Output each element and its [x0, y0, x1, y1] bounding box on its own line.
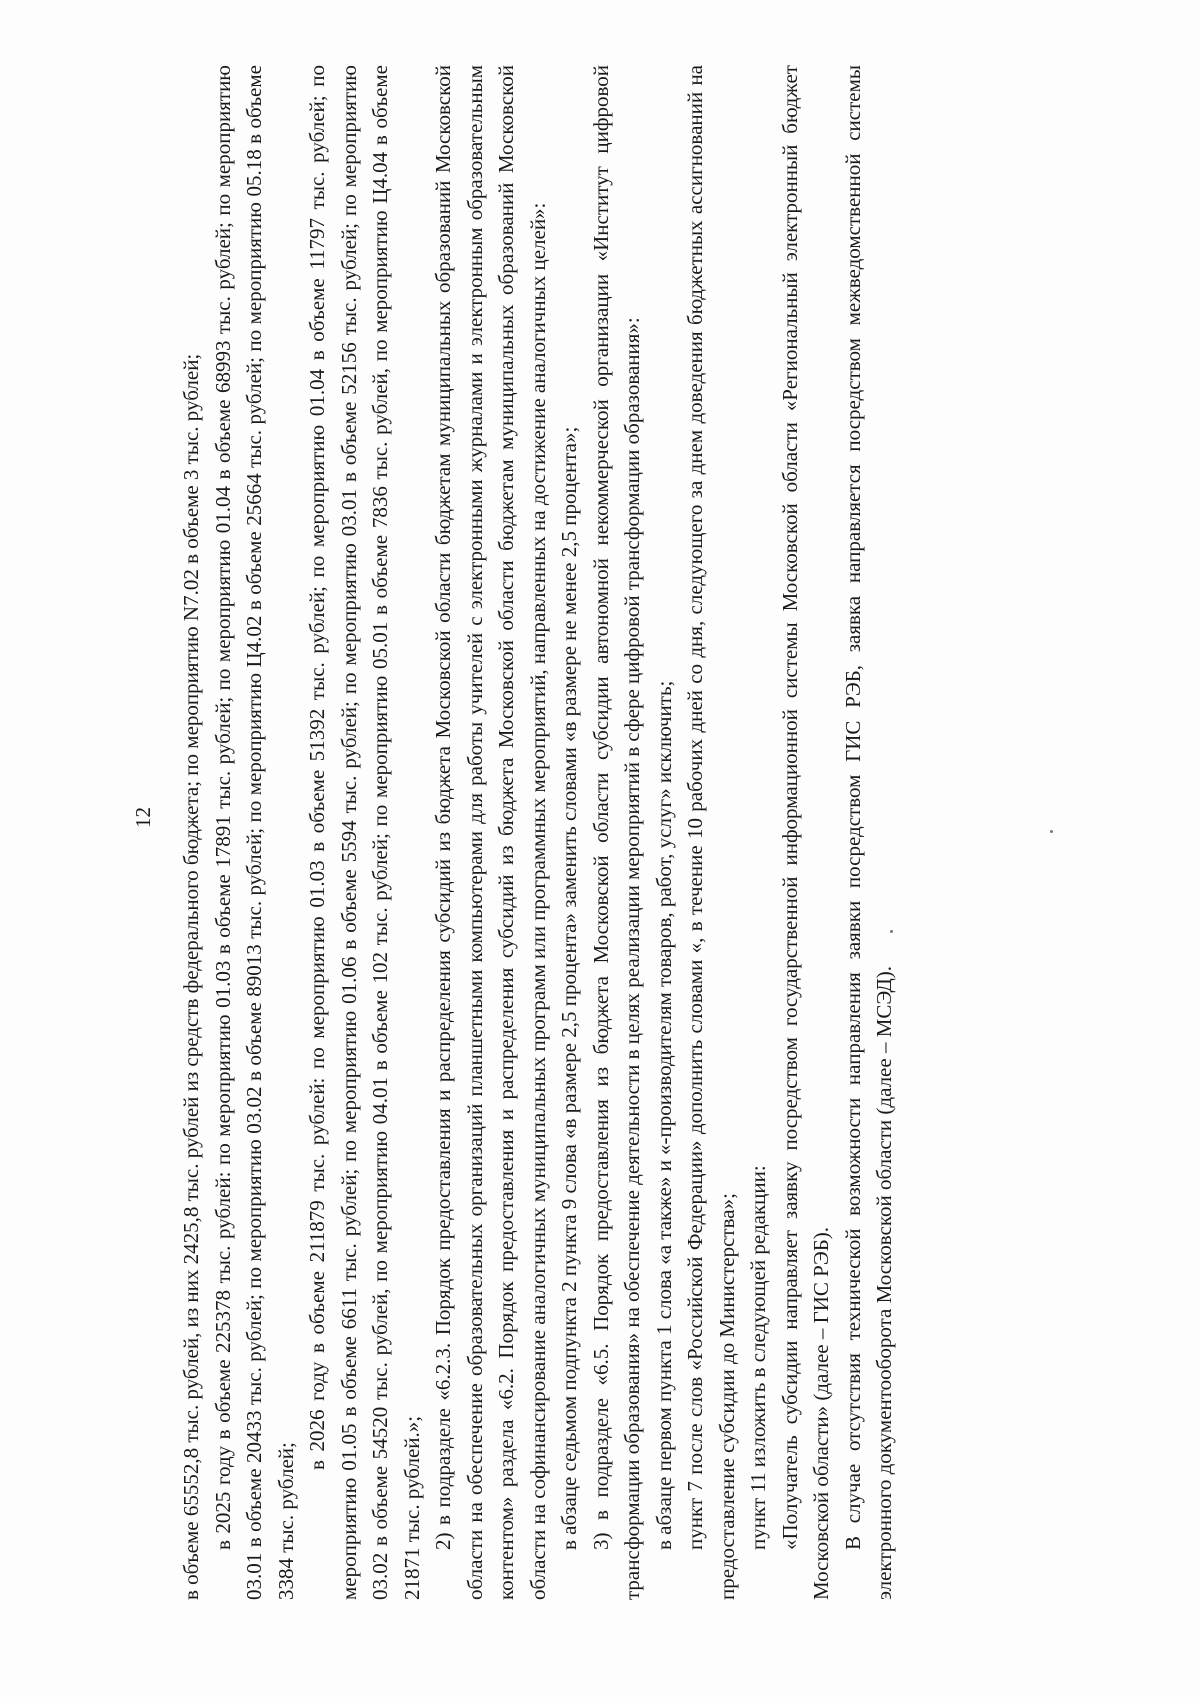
paragraph-1: в объеме 65552,8 тыс. рублей, из них 2425,8 тыс. рублей из средств федерального бюджета; по мероприятию N7.02 в объеме 3 тыс. рублей; [179, 353, 203, 1600]
paragraph-9: пункт 11 изложить в следующей редакции: [746, 1165, 770, 1550]
paragraph-11: В случае отсутствия технической возможности направления заявки посредством ГИС РЭБ, заявка направляется посредством межведомственной системы электронного документооборота Московской области (далее – МСЭД). [840, 65, 896, 1600]
paragraph-8: пункт 7 после слов «Российской Федерации» дополнить словами «, в течение 10 рабочих дней со дня, следующего за днем доведения бюджетных ассигнований на предоставление субсидии до Министерства»; [683, 65, 739, 1600]
paragraph-7: в абзаце первом пункта 1 слова «а также» и «-производителям товаров, работ, услуг» исключить; [651, 680, 676, 1550]
scan-speck [1050, 830, 1053, 833]
paragraph-2: в 2025 году в объеме 225378 тыс. рублей: по мероприятию 01.03 в объеме 17891 тыс. рублей; по мероприятию 01.04 в объеме 68993 тыс. рублей; по мероприятию 03.01 в объеме 20433 тыс. рублей; по мероприятию 03.02 в объеме 89013 тыс. рублей; по мероприятию Ц4.02 в объеме 25664 тыс. рублей; по мероприятию 05.18 в объеме 3384 тыс. рублей; [210, 65, 298, 1600]
rotated-document-body [128, 65, 1068, 1600]
paragraph-10: «Получатель субсидии направляет заявку посредством государственной информационной системы Московской области «Региональный электронный бюджет Московской области» (далее – ГИС РЭБ). [777, 65, 833, 1600]
scan-speck [890, 930, 893, 933]
paragraph-6: 3) в подразделе «6.5. Порядок предоставления из бюджета Московской области субсидии автономной некоммерческой организации «Институт цифровой трансформации образования» на обеспечение деятельности в целях реализации мероприятий в сфере цифровой трансформации образования»: [588, 65, 644, 1600]
paragraph-3: в 2026 году в объеме 211879 тыс. рублей: по мероприятию 01.03 в объеме 51392 тыс. рублей; по мероприятию 01.04 в объеме 11797 тыс. рублей; по мероприятию 01.05 в объеме 6611 тыс. рублей; по мероприятию 01.06 в объеме 5594 тыс. рублей; по мероприятию 03.01 в объеме 52156 тыс. рублей; по мероприятию 03.02 в объеме 54520 тыс. рублей, по мероприятию 04.01 в объеме 102 тыс. рублей; по мероприятию 05.01 в объеме 7836 тыс. рублей, по мероприятию Ц4.04 в объеме 21871 тыс. рублей.»; [305, 65, 424, 1600]
page-number: 12 [131, 807, 155, 828]
paragraph-5: в абзаце седьмом подпункта 2 пункта 9 слова «в размере 2,5 процента» заменить словами «в размере не менее 2,5 процента»; [557, 426, 581, 1550]
paragraph-4: 2) в подразделе «6.2.3. Порядок предоставления и распределения субсидий из бюджета Московской области бюджетам муниципальных образований Московской области на обеспечение образовательных организаций планшетными компьютерами для работы учителей с электронными журналами и электронным образовательным контентом» раздела «6.2. Порядок предоставления и распределения субсидий из бюджета Московской области бюджетам муниципальных образований Московской области на софинансирование аналогичных муниципальных программ или программных мероприятий, направленных на достижение аналогичных целей»: [431, 65, 550, 1600]
